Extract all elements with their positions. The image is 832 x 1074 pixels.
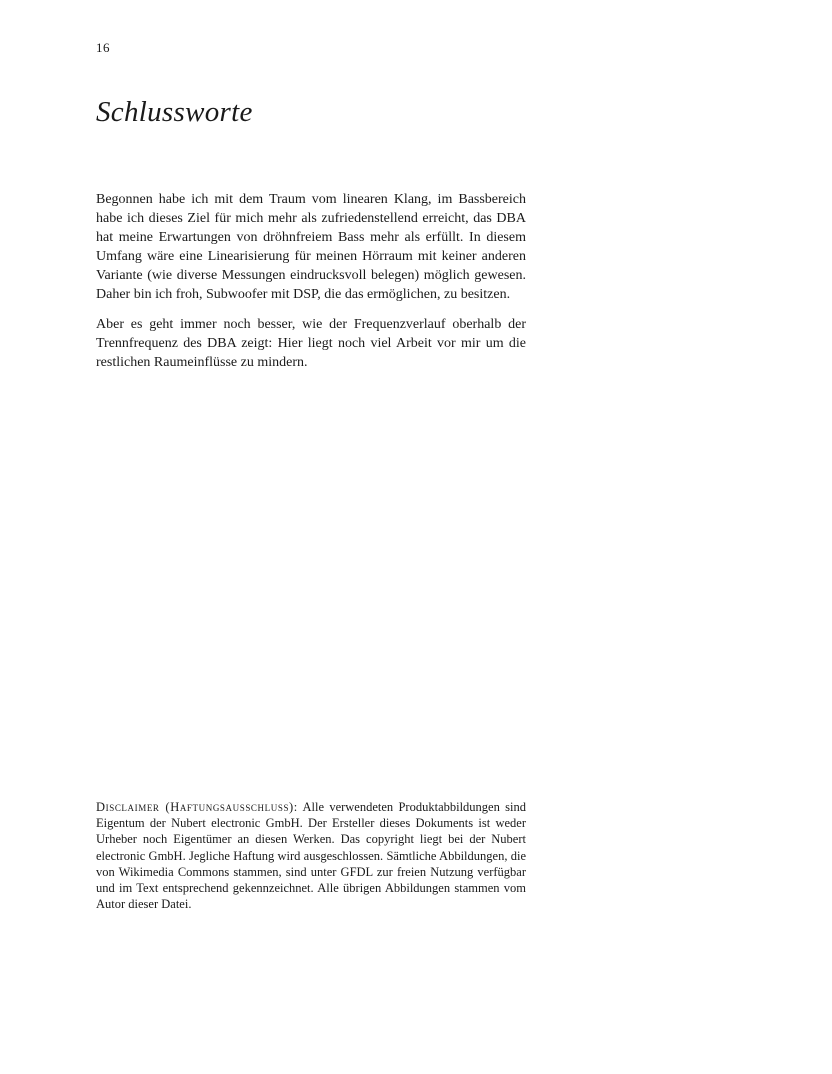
disclaimer — [96, 799, 526, 912]
page-number: 16 — [96, 40, 110, 55]
chapter-title: Schlussworte — [96, 96, 253, 128]
disclaimer-text: Alle verwendeten Produktabbildungen sind Eigentum der Nubert electronic GmbH. Der Ersteller dieses Dokuments ist weder Urheber noch Eigentümer an diesen Werken. Das copyright liegt bei der Nubert electronic GmbH. Jegliche Haftung wird ausgeschlossen. Sämtliche Abbildungen, die von Wikimedia Commons stammen, sind unter GFDL zur freien Nutzung verfügbar und im Text entsprechend gekennzeichnet. Alle übrigen Abbildungen stammen vom Autor dieser Datei. — [96, 800, 526, 912]
paragraph-2: Aber es geht immer noch besser, wie der Frequenzverlauf oberhalb der Trennfrequenz des DBA zeigt: Hier liegt noch viel Arbeit vor mir um die restlichen Raumeinflüsse zu mindern. — [96, 317, 526, 370]
body-text — [96, 190, 526, 383]
paragraph-1: Begonnen habe ich mit dem Traum vom linearen Klang, im Bassbereich habe ich dieses Ziel für mich mehr als zufriedenstellend erreicht, das DBA hat meine Erwartungen von dröhnfreiem Bass mehr als erfüllt. In diesem Umfang wäre eine Linearisierung für meinen Hörraum mit keiner anderen Variante (wie diverse Messungen eindrucksvoll belegen) möglich gewesen. Daher bin ich froh, Subwoofer mit DSP, die das ermöglichen, zu besitzen. — [96, 192, 526, 302]
disclaimer-label: Disclaimer (Haftungsausschluss): — [96, 800, 298, 814]
